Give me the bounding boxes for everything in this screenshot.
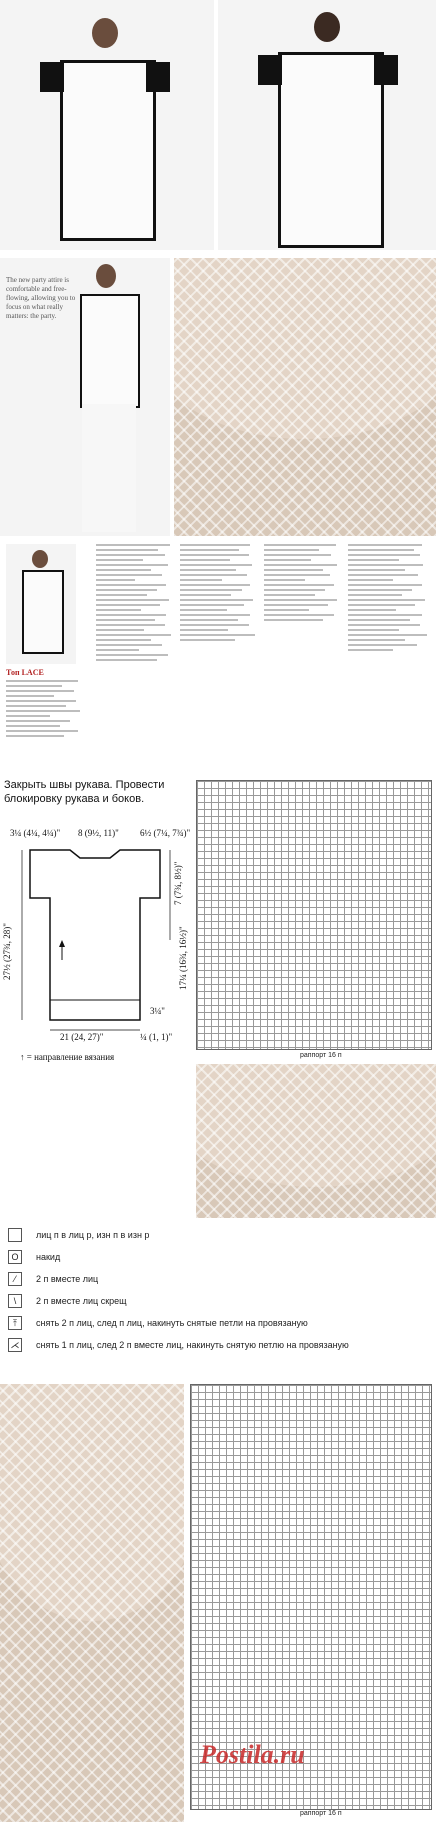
photo-full-length — [0, 258, 170, 536]
dim-bottom-width: 21 (24, 27)" — [60, 1032, 104, 1042]
model-head — [92, 18, 118, 48]
model-head — [32, 550, 48, 568]
pattern-text-column-2 — [180, 544, 258, 768]
photo-lace-yoke-detail — [0, 1384, 184, 1822]
knitting-direction-note: ↑ = направление вязания — [20, 1052, 115, 1062]
dim-edge: ¼ (1, 1)" — [140, 1032, 173, 1042]
sleeve-band-left — [258, 55, 282, 85]
chart-repeat-label-top: раппорт 16 п — [300, 1052, 342, 1059]
double-decrease-icon: ⤒ — [8, 1316, 22, 1330]
lace-texture — [196, 1064, 436, 1218]
legend-text: лиц п в лиц р, изн п в изн р — [36, 1230, 150, 1240]
yarn-over-icon: O — [8, 1250, 22, 1264]
chart-repeat-label-bottom: раппорт 16 п — [300, 1810, 342, 1817]
party-caption: The new party attire is comfortable and free-flowing, allowing you to focus on what really matters: the party. — [6, 276, 76, 320]
pattern-title: Топ LACE — [6, 668, 44, 677]
dim-hem: 3¼" — [150, 1006, 165, 1016]
photo-back-view — [218, 0, 436, 250]
pattern-page — [0, 540, 436, 772]
photo-front-view — [0, 0, 214, 250]
pattern-text-column-4 — [348, 544, 430, 768]
dim-right-height: 17¼ (16¾, 16½)" — [178, 926, 188, 990]
pattern-text-column-3 — [264, 544, 342, 768]
legend-text: снять 2 п лиц, след п лиц, накинуть снятые петли на провязаную — [36, 1318, 308, 1328]
model-head — [314, 12, 340, 42]
site-watermark: Postila.ru — [200, 1740, 305, 1769]
lace-top — [80, 294, 140, 408]
lace-top-front — [60, 60, 156, 241]
dim-neck-width: 8 (9½, 11)" — [78, 828, 119, 838]
dim-sleeve-depth: 7 (7¾, 8½)" — [173, 861, 183, 905]
legend-text: 2 п вместе лиц — [36, 1274, 99, 1284]
seam-instructions: Закрыть швы рукава. Провести блокировку рукава и боков. — [4, 779, 165, 805]
square-icon — [8, 1228, 22, 1242]
ssk-icon: \ — [8, 1294, 22, 1308]
garment-schematic — [0, 820, 192, 1048]
dim-top-width: 3¼ (4¼, 4¼)" — [10, 828, 61, 838]
lace-texture — [0, 1384, 184, 1822]
wide-pants — [82, 404, 136, 532]
model-head — [96, 264, 116, 288]
pattern-text-column-1 — [96, 544, 174, 768]
photo-lace-neckline — [196, 1064, 436, 1218]
symbol-legend — [0, 1224, 436, 1374]
lace-top — [22, 570, 64, 654]
pattern-specs-column — [6, 680, 86, 768]
lace-top-back — [278, 52, 384, 248]
legend-text: 2 п вместе лиц скрещ — [36, 1296, 127, 1306]
lace-texture — [174, 258, 436, 536]
pattern-page-photo — [6, 544, 76, 664]
legend-text: снять 1 п лиц, след 2 п вместе лиц, накинуть снятую петлю на провязаную — [36, 1340, 349, 1350]
slip-knit-pass-icon: ⋌ — [8, 1338, 22, 1352]
lace-chart-top — [196, 780, 432, 1050]
dim-shoulder: 6½ (7¼, 7¾)" — [140, 828, 191, 838]
sleeve-band-left — [40, 62, 64, 92]
sleeve-band-right — [374, 55, 398, 85]
k2tog-icon: ⁄ — [8, 1272, 22, 1286]
sleeve-band-right — [146, 62, 170, 92]
photo-lace-closeup — [174, 258, 436, 536]
dim-left-height: 27½ (27¾, 28)" — [2, 923, 12, 980]
legend-text: накид — [36, 1252, 61, 1262]
